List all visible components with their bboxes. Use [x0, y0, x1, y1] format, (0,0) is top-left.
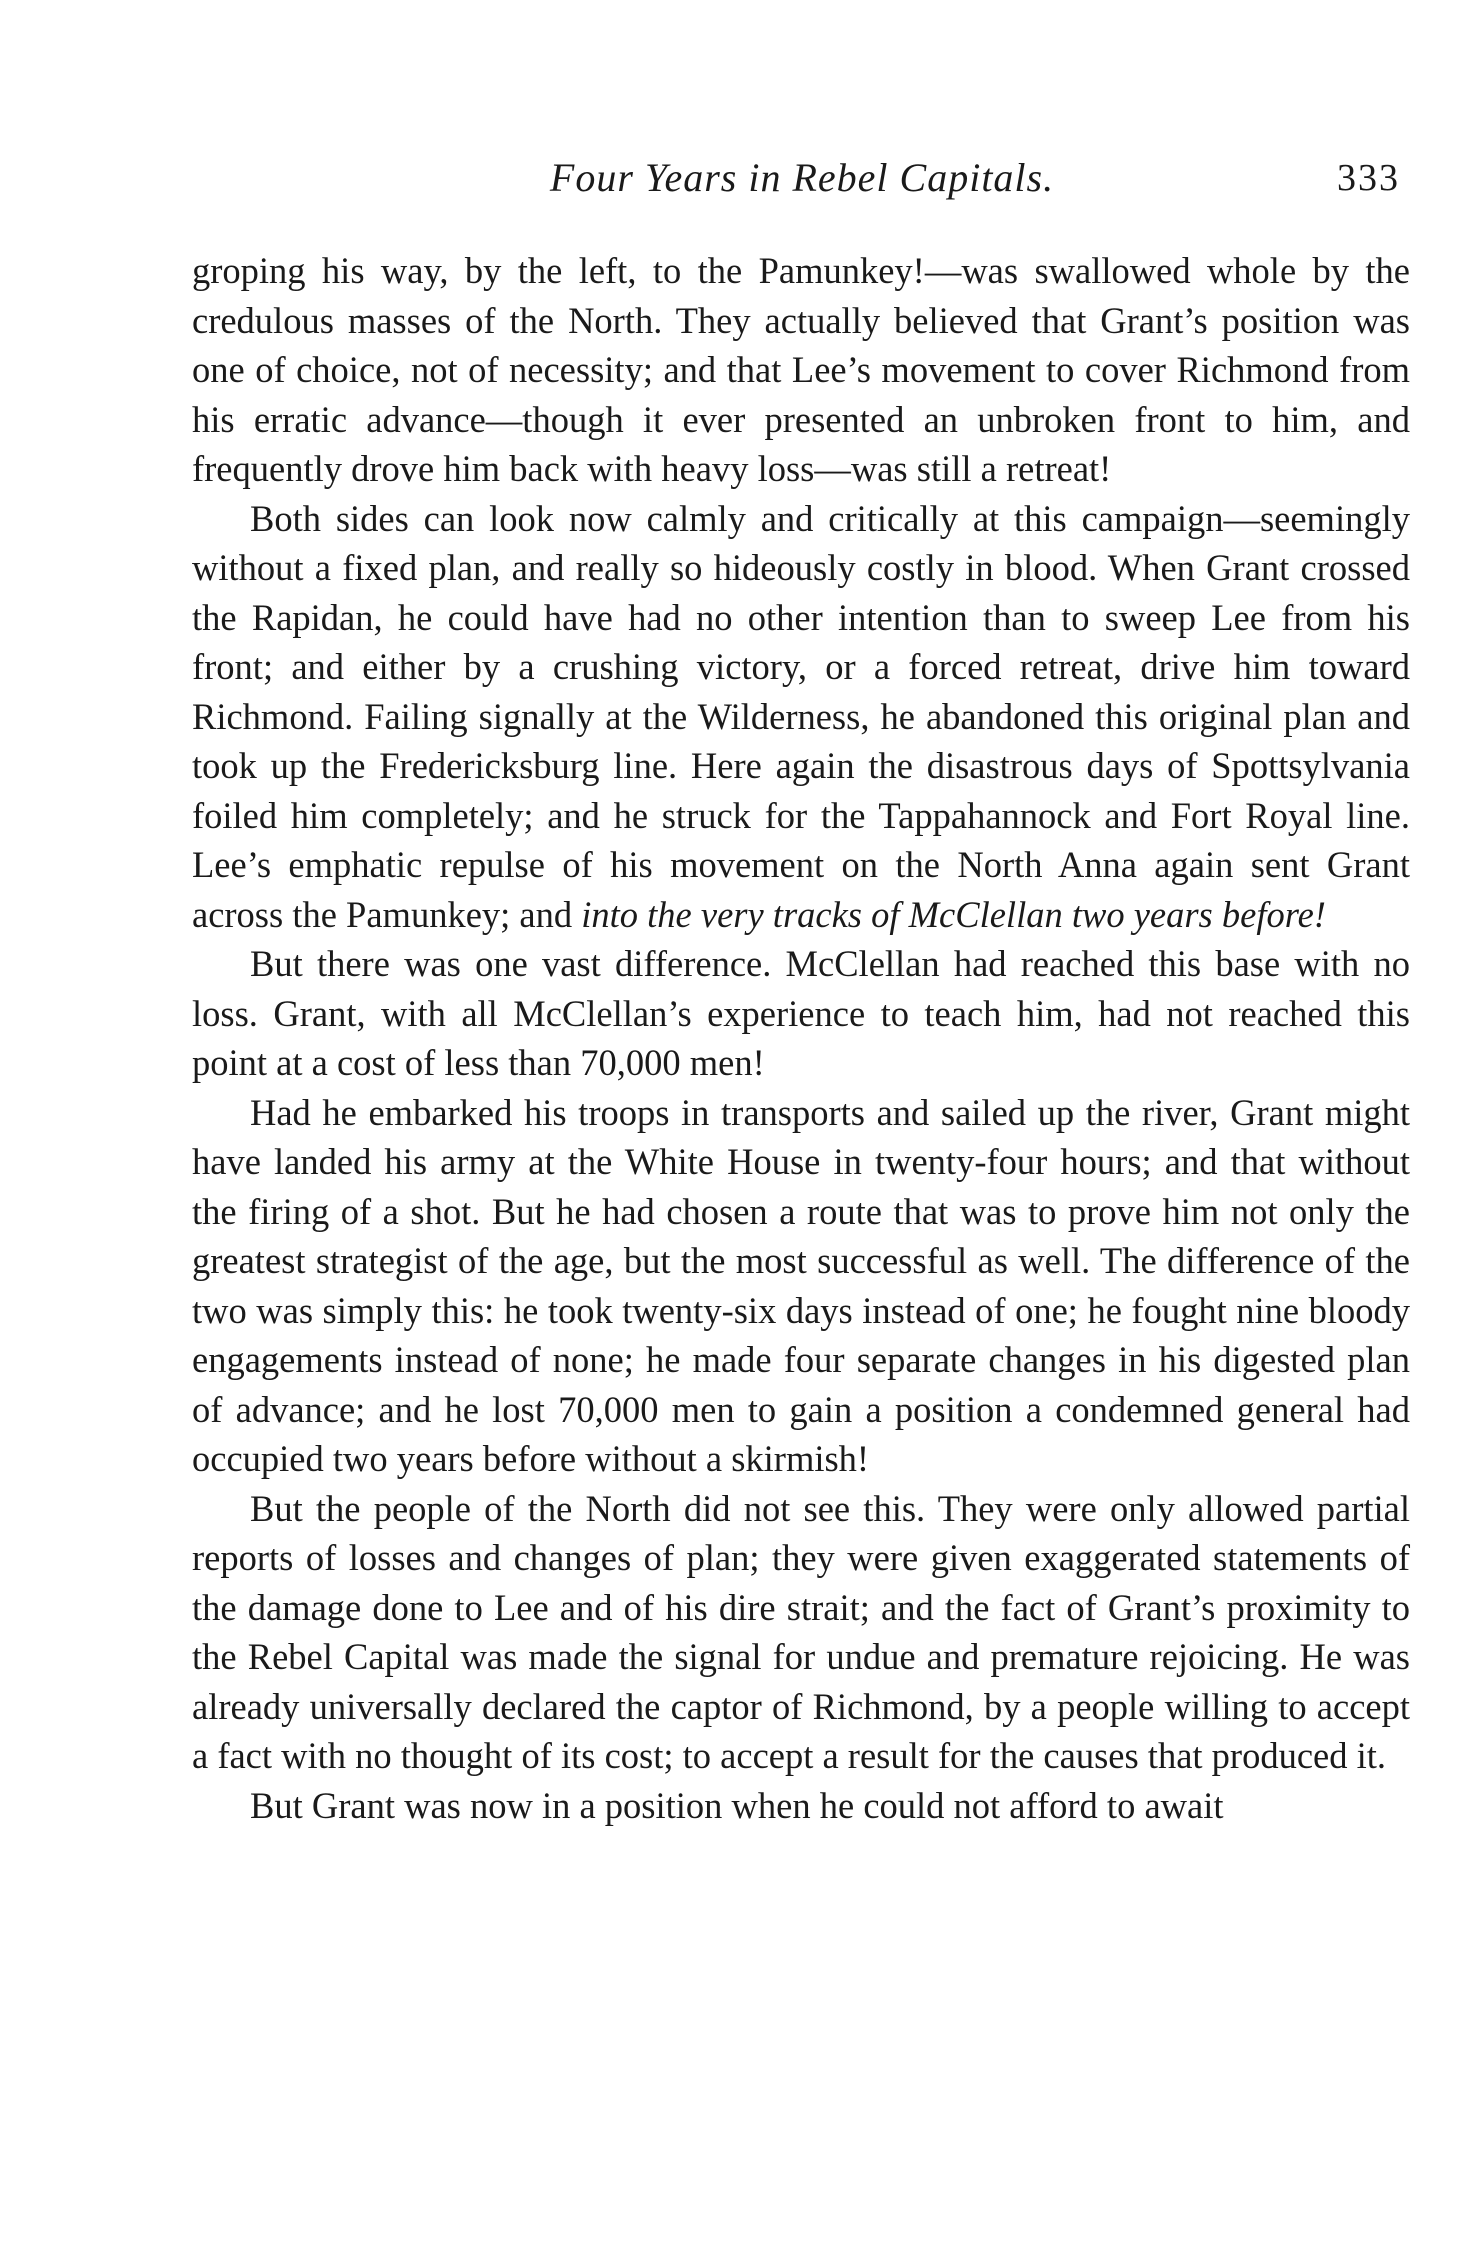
paragraph-text: groping his way, by the left, to the Pamunkey!—was swallowed whole by the credulous masses of the North. They actually believed that Grant’s position was one of choice, not of necessity; and that Lee’s movement to cover Richmond from his erratic advance—though it ever presented an unbroken front to him, and frequently drove him back with heavy loss—was still a retreat! — [192, 250, 1410, 489]
page-number: 333 — [1337, 157, 1400, 199]
paragraph-italic-text: into the very tracks of McClellan two years before! — [581, 893, 1326, 935]
text-body — [192, 246, 1410, 1830]
running-title: Four Years in Rebel Capitals. — [549, 155, 1055, 200]
paragraph-text: Both sides can look now calmly and critically at this campaign—seemingly without a fixed plan, and really so hideously costly in blood. When Grant crossed the Rapidan, he could have had no other intention than to sweep Lee from his front; and either by a crushing victory, or a forced retreat, drive him toward Richmond. Failing signally at the Wilderness, he abandoned this original plan and took up the Fredericksburg line. Here again the disastrous days of Spottsylvania foiled him completely; and he struck for the Tappahannock and Fort Royal line. Lee’s emphatic repulse of his movement on the North Anna again sent Grant across the Pamunkey; and — [192, 497, 1410, 935]
paragraph-text: But there was one vast difference. McClellan had reached this base with no loss. Grant, with all McClellan’s experience to teach him, had not reached this point at a cost of less than 70,000 men! — [192, 943, 1410, 1083]
paragraph-text: But the people of the North did not see this. They were only allowed partial reports of losses and changes of plan; they were given exaggerated statements of the damage done to Lee and of his dire strait; and the fact of Grant’s proximity to the Rebel Capital was made the signal for undue and premature rejoicing. He was already universally declared the captor of Richmond, by a people willing to accept a fact with no thought of its cost; to accept a result for the causes that produced it. — [192, 1487, 1410, 1776]
paragraph — [192, 1781, 1410, 1831]
paragraph-text: But Grant was now in a position when he could not afford to await — [250, 1784, 1224, 1826]
paragraph — [192, 1088, 1410, 1484]
paragraph — [192, 494, 1410, 940]
paragraph-text: Had he embarked his troops in transports and sailed up the river, Grant might have landed his army at the White House in twenty-four hours; and that without the firing of a shot. But he had chosen a route that was to prove him not only the greatest strategist of the age, but the most successful as well. The difference of the two was simply this: he took twenty-six days instead of one; he fought nine bloody engagements instead of none; he made four separate changes in his digested plan of advance; and he lost 70,000 men to gain a position a condemned general had occupied two years before without a skirmish! — [192, 1091, 1410, 1479]
paragraph — [192, 939, 1410, 1088]
paragraph — [192, 1484, 1410, 1781]
paragraph — [192, 246, 1410, 494]
running-head — [192, 148, 1412, 208]
